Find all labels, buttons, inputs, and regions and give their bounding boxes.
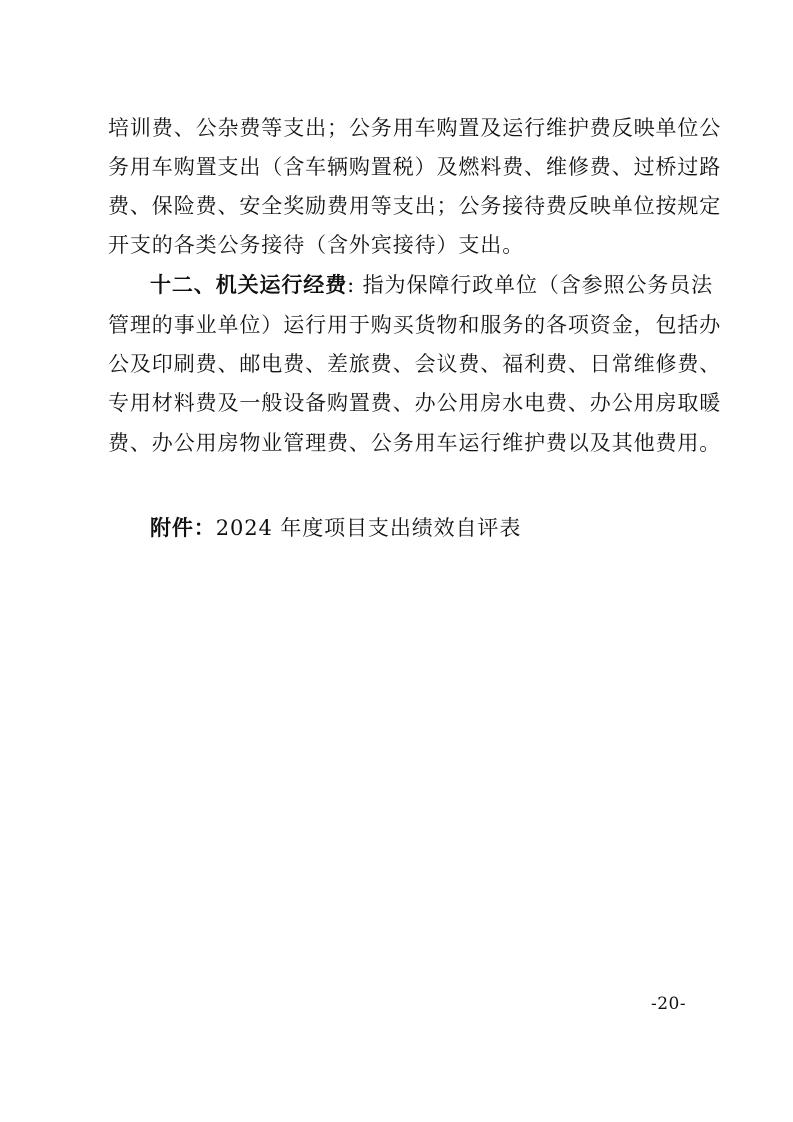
section-heading-line <box>150 273 713 297</box>
paragraph-line: 费、办公用房物业管理费、公务用车运行维护费以及其他费用。 <box>108 431 722 455</box>
page-number: -20- <box>651 994 687 1014</box>
paragraph-line: 专用材料费及一般设备购置费、办公用房水电费、办公用房取暖 <box>108 391 722 415</box>
paragraph-line: 培训费、公杂费等支出；公务用车购置及运行维护费反映单位公 <box>108 116 722 140</box>
attachment-text: 2024 年度项目支出绩效自评表 <box>215 516 522 540</box>
attachment-line <box>150 516 521 540</box>
paragraph-line: 公及印刷费、邮电费、差旅费、会议费、福利费、日常维修费、 <box>108 352 722 376</box>
paragraph-line: 开支的各类公务接待（含外宾接待）支出。 <box>108 233 525 257</box>
paragraph-line: 费、保险费、安全奖励费用等支出；公务接待费反映单位按规定 <box>108 194 722 218</box>
paragraph-line: 务用车购置支出（含车辆购置税）及燃料费、维修费、过桥过路 <box>108 155 722 179</box>
section-heading-rest: : 指为保障行政单位（含参照公务员法 <box>347 273 714 297</box>
attachment-label: 附件： <box>150 516 216 540</box>
section-heading: 十二、机关运行经费 <box>150 273 348 297</box>
paragraph-line: 管理的事业单位）运行用于购买货物和服务的各项资金，包括办 <box>108 313 722 337</box>
